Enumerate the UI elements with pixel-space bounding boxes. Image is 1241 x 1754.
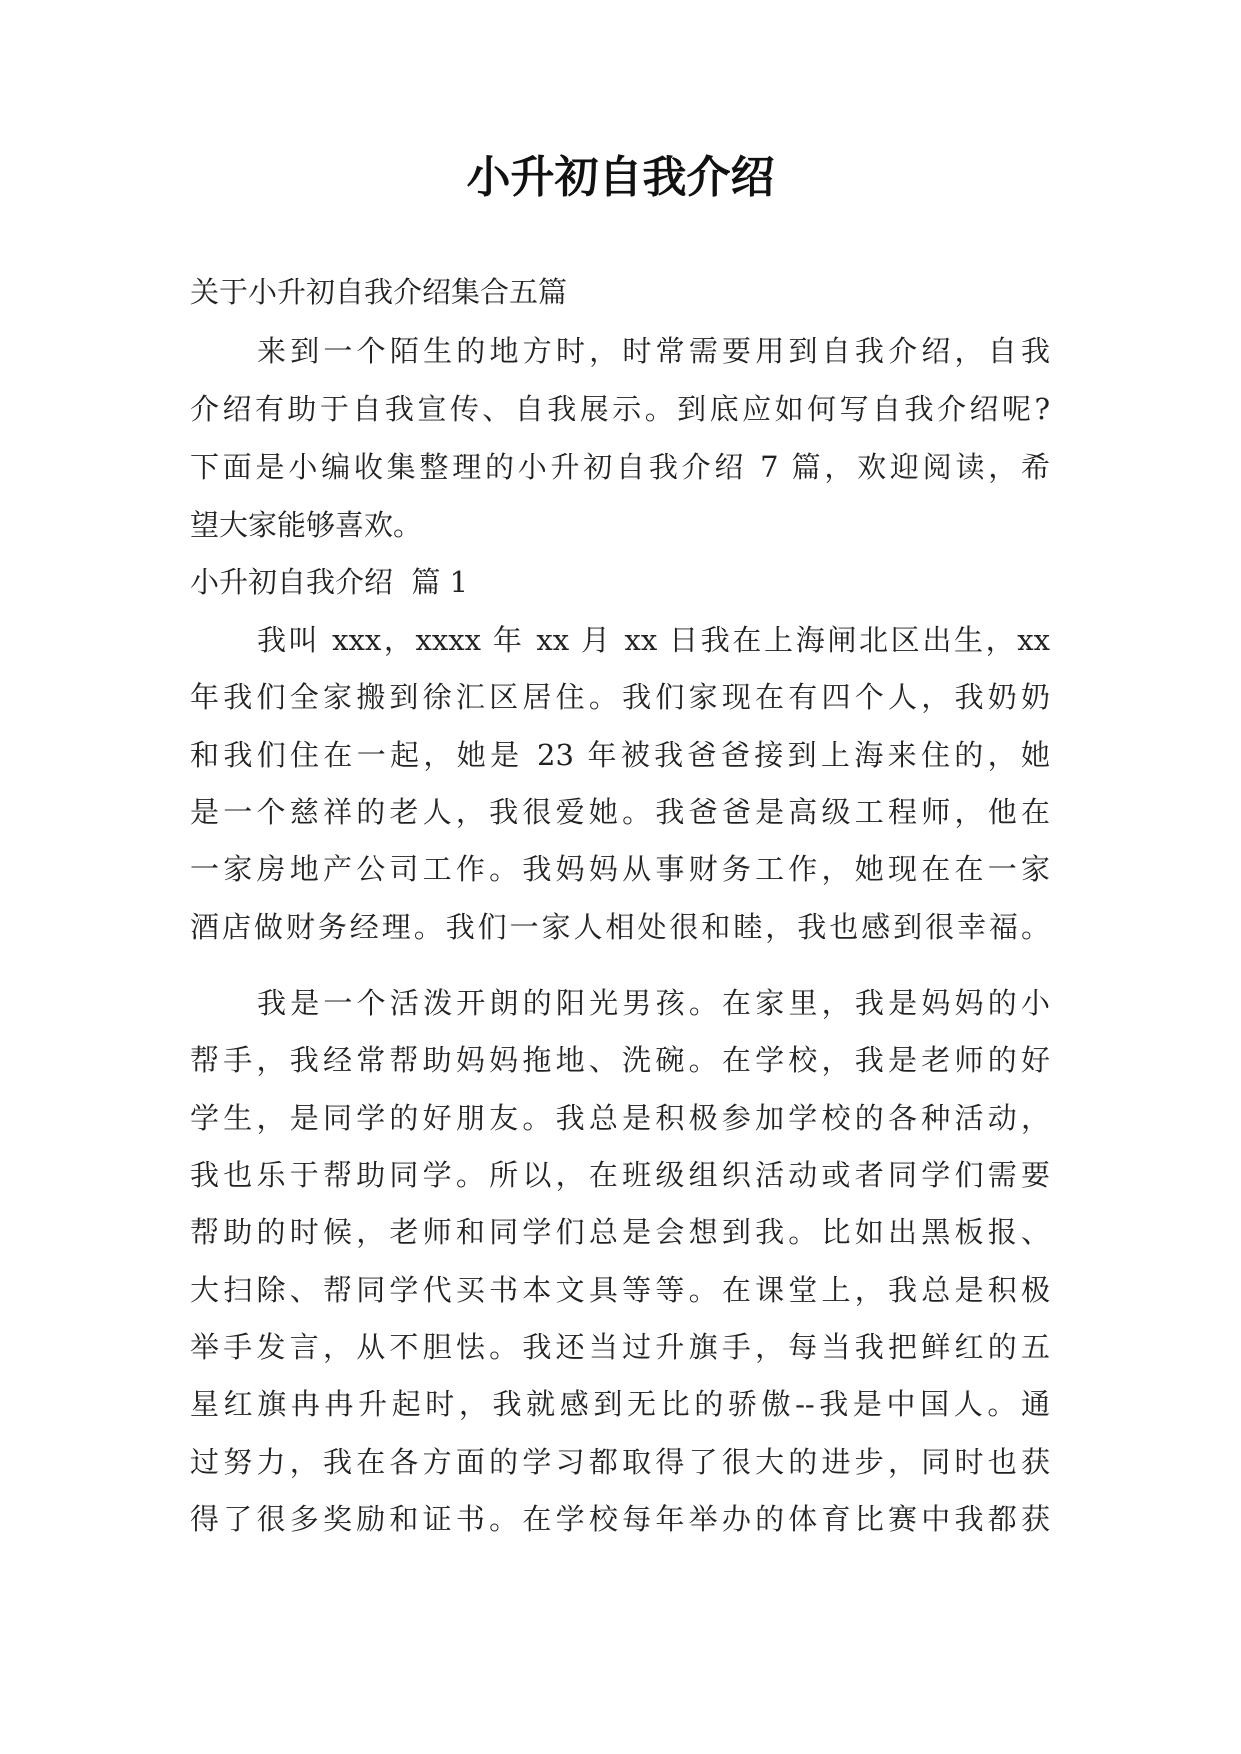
para2-line-8: 星红旗冉冉升起时，我就感到无比的骄傲--我是中国人。通 [190, 1387, 1050, 1421]
document-title: 小升初自我介绍 [466, 152, 775, 203]
para2-line-2: 帮手，我经常帮助妈妈拖地、洗碗。在学校，我是老师的好 [190, 1043, 1050, 1077]
para1-line-5: 一家房地产公司工作。我妈妈从事财务工作，她现在在一家 [190, 852, 1050, 886]
intro-line-2: 介绍有助于自我宣传、自我展示。到底应如何写自我介绍呢? [190, 392, 1050, 426]
para2-line-5: 帮助的时候，老师和同学们总是会想到我。比如出黑板报、 [190, 1215, 1050, 1249]
para1-line-6: 酒店做财务经理。我们一家人相处很和睦，我也感到很幸福。 [190, 910, 1050, 944]
para2-line-9: 过努力，我在各方面的学习都取得了很大的进步，同时也获 [190, 1445, 1050, 1479]
para2-line-6: 大扫除、帮同学代买书本文具等等。在课堂上，我总是积极 [190, 1273, 1050, 1307]
para2-line-7: 举手发言，从不胆怯。我还当过升旗手，每当我把鲜红的五 [190, 1330, 1050, 1364]
para1-line-3: 和我们住在一起，她是 23 年被我爸爸接到上海来住的，她 [190, 738, 1050, 772]
section-heading-1: 小升初自我介绍 篇 1 [190, 565, 469, 599]
para2-line-10: 得了很多奖励和证书。在学校每年举办的体育比赛中我都获 [190, 1502, 1050, 1536]
intro-line-3: 下面是小编收集整理的小升初自我介绍 7 篇，欢迎阅读，希 [190, 450, 1050, 484]
para2-line-3: 学生，是同学的好朋友。我总是积极参加学校的各种活动， [190, 1101, 1050, 1135]
para1-line-4: 是一个慈祥的老人，我很爱她。我爸爸是高级工程师，他在 [190, 795, 1050, 829]
subtitle-line: 关于小升初自我介绍集合五篇 [190, 275, 568, 309]
para1-line-1: 我叫 xxx，xxxx 年 xx 月 xx 日我在上海闸北区出生，xx [257, 623, 1050, 657]
para2-line-1: 我是一个活泼开朗的阳光男孩。在家里，我是妈妈的小 [257, 986, 1050, 1020]
para1-line-2: 年我们全家搬到徐汇区居住。我们家现在有四个人，我奶奶 [190, 680, 1050, 714]
intro-line-1: 来到一个陌生的地方时，时常需要用到自我介绍，自我 [257, 334, 1050, 368]
para2-line-4: 我也乐于帮助同学。所以，在班级组织活动或者同学们需要 [190, 1158, 1050, 1192]
intro-line-4: 望大家能够喜欢。 [190, 508, 423, 542]
